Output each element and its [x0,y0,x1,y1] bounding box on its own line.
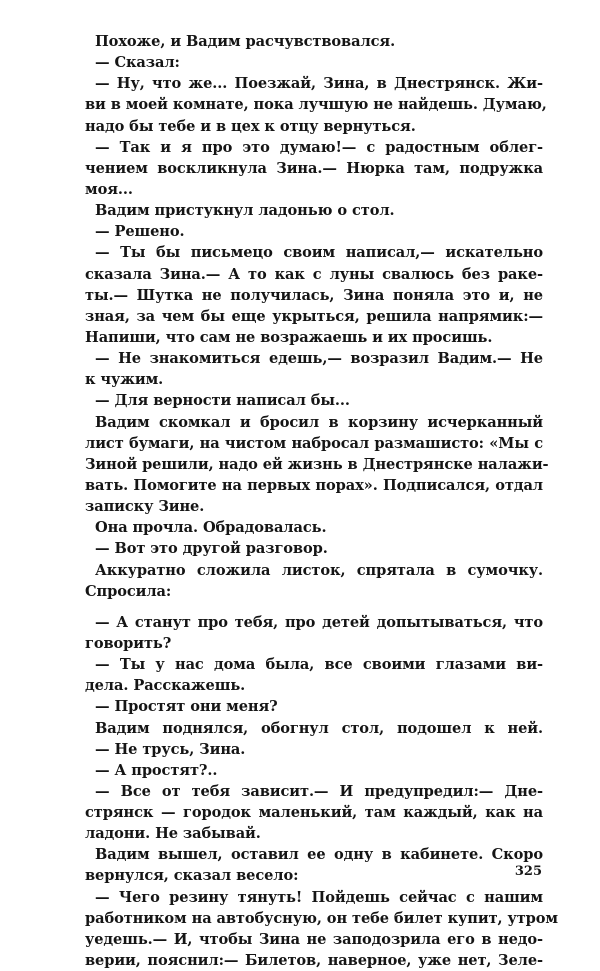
text-line: ви в моей комнате, пока лучшую не найдешь. Думаю, [85,96,547,114]
text-line: стрянск — городок маленький, там каждый, как на [85,804,543,822]
text-line: — Чего резину тянуть! Пойдешь сейчас с нашим [95,888,543,906]
text-line: Зиной решили, надо ей жизнь в Днестрянске налажи- [85,455,549,473]
text-line: Вадим пристукнул ладонью о стол. [95,202,395,220]
text-line: к чужим. [85,371,164,389]
text-line: — Для верности написал бы... [95,392,350,410]
text-line: работником на автобусную, он тебе билет купит, утром [85,909,558,927]
text-line: надо бы тебе и в цех к отцу вернуться. [85,117,416,135]
body-text [85,31,558,971]
text-line: — Сказал: [95,54,180,72]
text-line: — Ну, что же... Поезжай, Зина, в Днестрянск. Жи- [95,75,543,93]
text-line: Вадим скомкал и бросил в корзину исчерканный [95,413,543,431]
text-line: Она прочла. Обрадовалась. [95,519,327,537]
text-line: — Не трусь, Зина. [95,740,246,758]
text-line: Вадим поднялся, обогнул стол, подошел к ней. [95,719,543,737]
text-line: вернулся, сказал весело: [85,867,299,885]
text-line: — А станут про тебя, про детей допытываться, что [95,613,543,631]
text-line: — Все от тебя зависит.— И предупредил:— Дне- [95,782,543,800]
text-line: — Решено. [95,223,185,241]
text-line: Спросила: [85,582,172,600]
paragraph-gap [85,602,543,612]
text-line: чением воскликнула Зина.— Нюрка там, подружка [85,159,543,177]
text-line: моя... [85,180,133,198]
text-line: — Вот это другой разговор. [95,540,328,558]
page-number: 325 [514,864,542,879]
text-line: сказала Зина.— А то как с луны свалюсь без раке- [85,265,543,283]
text-line: говорить? [85,634,172,652]
text-line: ладони. Не забывай. [85,825,261,843]
text-line: Похоже, и Вадим расчувствовался. [95,33,396,50]
text-line: — Ты у нас дома была, все своими глазами ви- [95,656,543,674]
text-line: записку Зине. [85,498,205,516]
text-line: Вадим вышел, оставил ее одну в кабинете. Скоро [95,846,543,864]
text-line: верии, пояснил:— Билетов, наверное, уже нет, Зеле- [85,952,543,970]
text-line: — Простят они меня? [95,698,278,716]
text-line: — А простят?.. [95,761,218,779]
text-line: уедешь.— И, чтобы Зина не заподозрила его в недо- [85,930,543,948]
text-line: вать. Помогите на первых порах». Подписался, отдал [85,476,543,494]
text-line: лист бумаги, на чистом набросал размашисто: «Мы с [85,434,543,452]
text-line: ты.— Шутка не получилась, Зина поняла это и, не [85,286,543,304]
text-line: Аккуратно сложила листок, спрятала в сумочку. [95,561,543,579]
text-line: зная, за чем бы еще укрыться, решила напрямик:— [85,307,543,325]
text-line: — Ты бы письмецо своим написал,— искательно [95,244,543,262]
text-line: дела. Расскажешь. [85,677,246,695]
text-line: — Не знакомиться едешь,— возразил Вадим.— Не [95,350,543,368]
text-line: Напиши, что сам не возражаешь и их просишь. [85,328,493,346]
text-line: — Так и я про это думаю!— с радостным облег- [95,138,543,156]
